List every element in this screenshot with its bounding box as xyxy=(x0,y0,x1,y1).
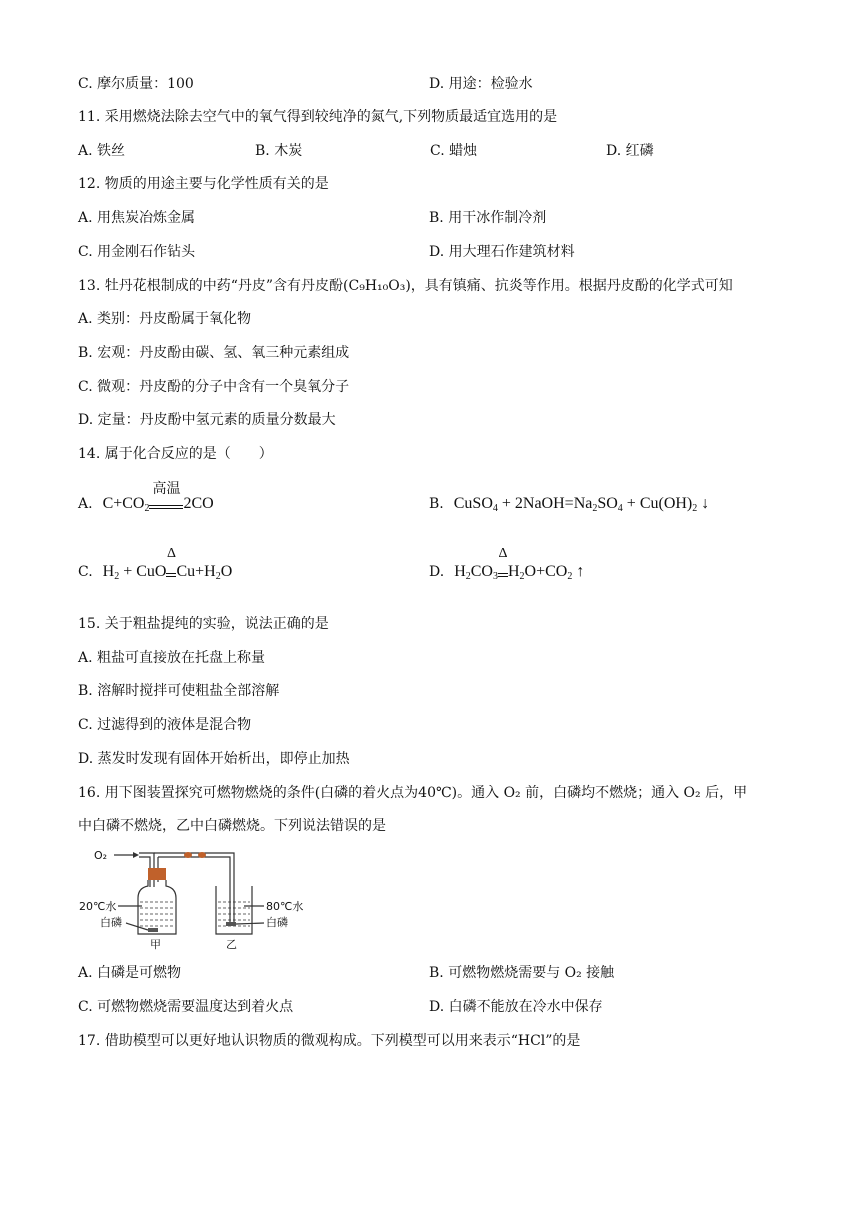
q10-option-d: D. 用途：检验水 xyxy=(429,76,533,92)
q14-option-a: A. $C+CO_2$ 高温 2CO xyxy=(78,482,214,514)
q12-option-a: A. 用焦炭冶炼金属 xyxy=(78,210,196,226)
q14-option-a-label: A. xyxy=(78,496,93,512)
condition-heat: Δ xyxy=(166,546,176,561)
q13-option-a: A. 类别：丹皮酚属于氧化物 xyxy=(78,311,252,327)
q12-option-d: D. 用大理石作建筑材料 xyxy=(429,244,575,260)
q11-option-b: B. 木炭 xyxy=(255,143,303,159)
q16-option-c: C. 可燃物燃烧需要温度达到着火点 xyxy=(78,999,294,1015)
q14-option-b: B. CuSO$_4$ + $2NaOH=Na_2SO_4 + Cu(OH)_2$ ↓ xyxy=(429,495,710,514)
white-phosphorus-left-label: 白磷 xyxy=(100,916,122,929)
q14-stem: 14. 属于化合反应的是（ ） xyxy=(78,446,273,462)
water-80c-label: 80℃水 xyxy=(266,900,304,913)
bottle-jia-label: 甲 xyxy=(150,938,161,951)
q14-option-b-label: B. xyxy=(429,496,444,512)
q10-option-c: C. 摩尔质量：100 xyxy=(78,76,194,92)
q15-option-d: D. 蒸发时发现有固体开始析出，即停止加热 xyxy=(78,751,350,767)
q13-option-b: B. 宏观：丹皮酚由碳、氢、氧三种元素组成 xyxy=(78,345,350,361)
q17-stem: 17. 借助模型可以更好地认识物质的微观构成。下列模型可以用来表示“HCl”的是 xyxy=(78,1033,581,1049)
q13-option-c: C. 微观：丹皮酚的分子中含有一个臭氧分子 xyxy=(78,379,350,395)
q15-option-c: C. 过滤得到的液体是混合物 xyxy=(78,717,252,733)
q12-option-b: B. 用干冰作制冷剂 xyxy=(429,210,547,226)
q14-option-c-label: C. xyxy=(78,564,93,580)
o2-label: O₂ xyxy=(94,849,108,862)
q13-stem: 13. 牡丹花根制成的中药“丹皮”含有丹皮酚(C₉H₁₀O₃)，具有镇痛、抗炎等作用。根据丹皮酚的化学式可知 xyxy=(78,278,733,294)
combustion-apparatus-figure xyxy=(76,842,316,952)
q12-option-c: C. 用金刚石作钻头 xyxy=(78,244,196,260)
beaker-yi-label: 乙 xyxy=(226,938,237,951)
q16-option-d: D. 白磷不能放在冷水中保存 xyxy=(429,999,603,1015)
q16-option-b: B. 可燃物燃烧需要与 O₂ 接触 xyxy=(429,965,615,981)
q15-option-a: A. 粗盐可直接放在托盘上称量 xyxy=(78,650,266,666)
q11-option-d: D. 红磷 xyxy=(606,143,654,159)
q11-stem: 11. 采用燃烧法除去空气中的氧气得到较纯净的氮气,下列物质最适宜选用的是 xyxy=(78,109,558,125)
q14-option-d-label: D. xyxy=(429,564,445,580)
q16-stem-line1: 16. 用下图装置探究可燃物燃烧的条件(白磷的着火点为40℃)。通入 O₂ 前，白磷均不燃烧；通入 O₂ 后，甲 xyxy=(78,785,748,801)
q11-option-c: C. 蜡烛 xyxy=(430,143,478,159)
q15-stem: 15. 关于粗盐提纯的实验，说法正确的是 xyxy=(78,616,329,632)
white-phosphorus-right-label: 白磷 xyxy=(266,916,288,929)
q13-option-d: D. 定量：丹皮酚中氢元素的质量分数最大 xyxy=(78,412,336,428)
q16-option-a: A. 白磷是可燃物 xyxy=(78,965,182,981)
condition-high-temp: 高温 xyxy=(152,482,181,497)
q11-option-a: A. 铁丝 xyxy=(78,143,126,159)
condition-heat: Δ xyxy=(498,546,508,561)
q16-stem-line2: 中白磷不燃烧，乙中白磷燃烧。下列说法错误的是 xyxy=(78,818,386,834)
q14-option-c: C. $H_2$ + CuO Δ $Cu+H_2O$ xyxy=(78,546,233,582)
q12-stem: 12. 物质的用途主要与化学性质有关的是 xyxy=(78,176,329,192)
q15-option-b: B. 溶解时搅拌可使粗盐全部溶解 xyxy=(78,683,280,699)
q14-option-d: D. $H_2CO_3$ Δ $H_2O+CO_2$ ↑ xyxy=(429,546,585,582)
water-20c-label: 20℃水 xyxy=(79,900,117,913)
